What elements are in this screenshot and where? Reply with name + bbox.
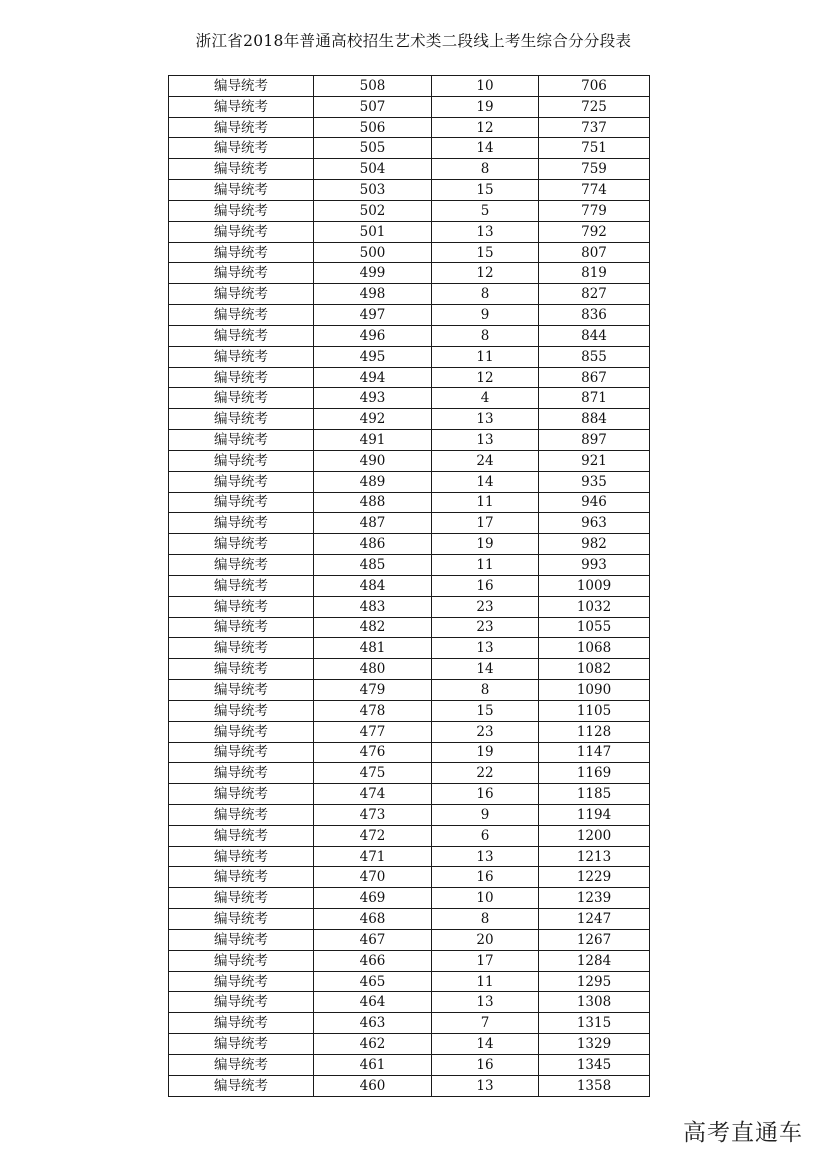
score-cell: 505 — [314, 138, 432, 159]
category-cell: 编导统考 — [169, 138, 314, 159]
count-cell: 17 — [432, 950, 539, 971]
category-cell: 编导统考 — [169, 388, 314, 409]
score-cell: 501 — [314, 221, 432, 242]
count-cell: 6 — [432, 825, 539, 846]
count-cell: 11 — [432, 971, 539, 992]
table-row — [169, 846, 650, 867]
score-cell: 468 — [314, 909, 432, 930]
score-cell: 494 — [314, 367, 432, 388]
category-cell: 编导统考 — [169, 325, 314, 346]
count-cell: 15 — [432, 242, 539, 263]
score-distribution-table — [168, 75, 650, 1097]
category-cell: 编导统考 — [169, 784, 314, 805]
table-row — [169, 971, 650, 992]
count-cell: 16 — [432, 867, 539, 888]
category-cell: 编导统考 — [169, 638, 314, 659]
count-cell: 13 — [432, 221, 539, 242]
category-cell: 编导统考 — [169, 263, 314, 284]
table-row — [169, 784, 650, 805]
cumulative-count-cell: 1308 — [539, 992, 650, 1013]
category-cell: 编导统考 — [169, 846, 314, 867]
category-cell: 编导统考 — [169, 1075, 314, 1096]
score-cell: 507 — [314, 96, 432, 117]
category-cell: 编导统考 — [169, 1013, 314, 1034]
category-cell: 编导统考 — [169, 700, 314, 721]
table-row — [169, 242, 650, 263]
count-cell: 11 — [432, 555, 539, 576]
cumulative-count-cell: 827 — [539, 284, 650, 305]
category-cell: 编导统考 — [169, 721, 314, 742]
score-cell: 467 — [314, 929, 432, 950]
count-cell: 15 — [432, 700, 539, 721]
cumulative-count-cell: 867 — [539, 367, 650, 388]
count-cell: 20 — [432, 929, 539, 950]
score-cell: 495 — [314, 346, 432, 367]
cumulative-count-cell: 1200 — [539, 825, 650, 846]
cumulative-count-cell: 779 — [539, 200, 650, 221]
score-cell: 474 — [314, 784, 432, 805]
table-body — [169, 76, 650, 1097]
score-cell: 462 — [314, 1034, 432, 1055]
category-cell: 编导统考 — [169, 221, 314, 242]
count-cell: 7 — [432, 1013, 539, 1034]
count-cell: 12 — [432, 263, 539, 284]
cumulative-count-cell: 725 — [539, 96, 650, 117]
table-row — [169, 430, 650, 451]
cumulative-count-cell: 1315 — [539, 1013, 650, 1034]
category-cell: 编导统考 — [169, 804, 314, 825]
table-row — [169, 575, 650, 596]
category-cell: 编导统考 — [169, 367, 314, 388]
table-row — [169, 450, 650, 471]
cumulative-count-cell: 836 — [539, 305, 650, 326]
category-cell: 编导统考 — [169, 96, 314, 117]
cumulative-count-cell: 1358 — [539, 1075, 650, 1096]
table-row — [169, 117, 650, 138]
cumulative-count-cell: 963 — [539, 513, 650, 534]
category-cell: 编导统考 — [169, 492, 314, 513]
table-row — [169, 742, 650, 763]
table-row — [169, 825, 650, 846]
count-cell: 8 — [432, 159, 539, 180]
category-cell: 编导统考 — [169, 1034, 314, 1055]
table-row — [169, 617, 650, 638]
table-row — [169, 596, 650, 617]
count-cell: 19 — [432, 534, 539, 555]
count-cell: 13 — [432, 409, 539, 430]
score-cell: 497 — [314, 305, 432, 326]
cumulative-count-cell: 1213 — [539, 846, 650, 867]
count-cell: 13 — [432, 992, 539, 1013]
category-cell: 编导统考 — [169, 555, 314, 576]
cumulative-count-cell: 1247 — [539, 909, 650, 930]
count-cell: 15 — [432, 180, 539, 201]
table-row — [169, 888, 650, 909]
count-cell: 16 — [432, 575, 539, 596]
score-cell: 487 — [314, 513, 432, 534]
category-cell: 编导统考 — [169, 409, 314, 430]
score-cell: 475 — [314, 763, 432, 784]
table-row — [169, 1075, 650, 1096]
cumulative-count-cell: 807 — [539, 242, 650, 263]
count-cell: 14 — [432, 1034, 539, 1055]
category-cell: 编导统考 — [169, 159, 314, 180]
count-cell: 5 — [432, 200, 539, 221]
category-cell: 编导统考 — [169, 76, 314, 97]
cumulative-count-cell: 1090 — [539, 680, 650, 701]
score-cell: 491 — [314, 430, 432, 451]
page-title: 浙江省2018年普通高校招生艺术类二段线上考生综合分分段表 — [195, 32, 632, 50]
cumulative-count-cell: 737 — [539, 117, 650, 138]
table-row — [169, 721, 650, 742]
score-cell: 481 — [314, 638, 432, 659]
count-cell: 23 — [432, 596, 539, 617]
count-cell: 13 — [432, 1075, 539, 1096]
count-cell: 13 — [432, 430, 539, 451]
cumulative-count-cell: 1068 — [539, 638, 650, 659]
cumulative-count-cell: 1329 — [539, 1034, 650, 1055]
category-cell: 编导统考 — [169, 1054, 314, 1075]
category-cell: 编导统考 — [169, 430, 314, 451]
cumulative-count-cell: 1194 — [539, 804, 650, 825]
count-cell: 19 — [432, 742, 539, 763]
table-row — [169, 138, 650, 159]
score-cell: 485 — [314, 555, 432, 576]
cumulative-count-cell: 1055 — [539, 617, 650, 638]
count-cell: 12 — [432, 367, 539, 388]
table-row — [169, 950, 650, 971]
watermark-logo-text: 高考直通车 — [683, 1120, 803, 1146]
score-cell: 482 — [314, 617, 432, 638]
score-cell: 478 — [314, 700, 432, 721]
score-cell: 476 — [314, 742, 432, 763]
count-cell: 11 — [432, 346, 539, 367]
category-cell: 编导统考 — [169, 200, 314, 221]
score-cell: 471 — [314, 846, 432, 867]
table-row — [169, 159, 650, 180]
table-row — [169, 471, 650, 492]
cumulative-count-cell: 884 — [539, 409, 650, 430]
table-row — [169, 534, 650, 555]
category-cell: 编导统考 — [169, 867, 314, 888]
table-row — [169, 200, 650, 221]
score-cell: 461 — [314, 1054, 432, 1075]
cumulative-count-cell: 993 — [539, 555, 650, 576]
category-cell: 编导统考 — [169, 284, 314, 305]
category-cell: 编导统考 — [169, 346, 314, 367]
category-cell: 编导统考 — [169, 680, 314, 701]
category-cell: 编导统考 — [169, 596, 314, 617]
score-cell: 477 — [314, 721, 432, 742]
category-cell: 编导统考 — [169, 825, 314, 846]
table-row — [169, 346, 650, 367]
table-row — [169, 763, 650, 784]
count-cell: 17 — [432, 513, 539, 534]
score-cell: 483 — [314, 596, 432, 617]
score-cell: 473 — [314, 804, 432, 825]
count-cell: 11 — [432, 492, 539, 513]
table-row — [169, 992, 650, 1013]
cumulative-count-cell: 1229 — [539, 867, 650, 888]
score-cell: 493 — [314, 388, 432, 409]
count-cell: 8 — [432, 284, 539, 305]
cumulative-count-cell: 1169 — [539, 763, 650, 784]
score-cell: 470 — [314, 867, 432, 888]
category-cell: 编导统考 — [169, 575, 314, 596]
score-cell: 465 — [314, 971, 432, 992]
cumulative-count-cell: 1032 — [539, 596, 650, 617]
count-cell: 19 — [432, 96, 539, 117]
table-row — [169, 909, 650, 930]
table-row — [169, 929, 650, 950]
score-cell: 504 — [314, 159, 432, 180]
table-row — [169, 659, 650, 680]
table-row — [169, 221, 650, 242]
cumulative-count-cell: 897 — [539, 430, 650, 451]
table-row — [169, 638, 650, 659]
count-cell: 8 — [432, 325, 539, 346]
score-cell: 472 — [314, 825, 432, 846]
category-cell: 编导统考 — [169, 971, 314, 992]
cumulative-count-cell: 1345 — [539, 1054, 650, 1075]
score-cell: 469 — [314, 888, 432, 909]
table-row — [169, 700, 650, 721]
score-cell: 466 — [314, 950, 432, 971]
category-cell: 编导统考 — [169, 450, 314, 471]
category-cell: 编导统考 — [169, 534, 314, 555]
table-row — [169, 680, 650, 701]
category-cell: 编导统考 — [169, 617, 314, 638]
cumulative-count-cell: 921 — [539, 450, 650, 471]
table-row — [169, 1013, 650, 1034]
score-cell: 489 — [314, 471, 432, 492]
count-cell: 13 — [432, 846, 539, 867]
category-cell: 编导统考 — [169, 305, 314, 326]
cumulative-count-cell: 935 — [539, 471, 650, 492]
score-cell: 502 — [314, 200, 432, 221]
count-cell: 14 — [432, 659, 539, 680]
table-row — [169, 867, 650, 888]
score-cell: 488 — [314, 492, 432, 513]
table-row — [169, 263, 650, 284]
cumulative-count-cell: 1147 — [539, 742, 650, 763]
category-cell: 编导统考 — [169, 471, 314, 492]
category-cell: 编导统考 — [169, 742, 314, 763]
count-cell: 13 — [432, 638, 539, 659]
count-cell: 23 — [432, 617, 539, 638]
table-row — [169, 305, 650, 326]
table-row — [169, 96, 650, 117]
cumulative-count-cell: 1009 — [539, 575, 650, 596]
count-cell: 9 — [432, 305, 539, 326]
count-cell: 14 — [432, 471, 539, 492]
cumulative-count-cell: 855 — [539, 346, 650, 367]
score-cell: 479 — [314, 680, 432, 701]
score-cell: 460 — [314, 1075, 432, 1096]
score-cell: 490 — [314, 450, 432, 471]
cumulative-count-cell: 1128 — [539, 721, 650, 742]
score-cell: 506 — [314, 117, 432, 138]
score-cell: 484 — [314, 575, 432, 596]
score-cell: 464 — [314, 992, 432, 1013]
category-cell: 编导统考 — [169, 513, 314, 534]
cumulative-count-cell: 1295 — [539, 971, 650, 992]
category-cell: 编导统考 — [169, 888, 314, 909]
score-cell: 496 — [314, 325, 432, 346]
table-row — [169, 492, 650, 513]
score-cell: 463 — [314, 1013, 432, 1034]
score-cell: 498 — [314, 284, 432, 305]
score-cell: 500 — [314, 242, 432, 263]
category-cell: 编导统考 — [169, 117, 314, 138]
category-cell: 编导统考 — [169, 950, 314, 971]
count-cell: 10 — [432, 888, 539, 909]
count-cell: 10 — [432, 76, 539, 97]
table-row — [169, 180, 650, 201]
cumulative-count-cell: 844 — [539, 325, 650, 346]
score-cell: 486 — [314, 534, 432, 555]
count-cell: 14 — [432, 138, 539, 159]
cumulative-count-cell: 1105 — [539, 700, 650, 721]
table-row — [169, 555, 650, 576]
category-cell: 编导统考 — [169, 242, 314, 263]
score-cell: 503 — [314, 180, 432, 201]
score-cell: 492 — [314, 409, 432, 430]
count-cell: 24 — [432, 450, 539, 471]
table-row — [169, 325, 650, 346]
table-row — [169, 409, 650, 430]
category-cell: 编导统考 — [169, 659, 314, 680]
count-cell: 8 — [432, 680, 539, 701]
cumulative-count-cell: 819 — [539, 263, 650, 284]
cumulative-count-cell: 759 — [539, 159, 650, 180]
count-cell: 9 — [432, 804, 539, 825]
table-row — [169, 388, 650, 409]
table-row — [169, 76, 650, 97]
category-cell: 编导统考 — [169, 763, 314, 784]
table-row — [169, 284, 650, 305]
cumulative-count-cell: 706 — [539, 76, 650, 97]
table-row — [169, 513, 650, 534]
table-row — [169, 1034, 650, 1055]
count-cell: 16 — [432, 1054, 539, 1075]
cumulative-count-cell: 751 — [539, 138, 650, 159]
cumulative-count-cell: 774 — [539, 180, 650, 201]
cumulative-count-cell: 1239 — [539, 888, 650, 909]
category-cell: 编导统考 — [169, 180, 314, 201]
cumulative-count-cell: 982 — [539, 534, 650, 555]
count-cell: 4 — [432, 388, 539, 409]
cumulative-count-cell: 946 — [539, 492, 650, 513]
table-row — [169, 804, 650, 825]
score-cell: 499 — [314, 263, 432, 284]
category-cell: 编导统考 — [169, 992, 314, 1013]
cumulative-count-cell: 1185 — [539, 784, 650, 805]
count-cell: 8 — [432, 909, 539, 930]
table-row — [169, 367, 650, 388]
cumulative-count-cell: 792 — [539, 221, 650, 242]
count-cell: 12 — [432, 117, 539, 138]
count-cell: 16 — [432, 784, 539, 805]
count-cell: 23 — [432, 721, 539, 742]
score-cell: 480 — [314, 659, 432, 680]
category-cell: 编导统考 — [169, 909, 314, 930]
cumulative-count-cell: 871 — [539, 388, 650, 409]
score-cell: 508 — [314, 76, 432, 97]
table-row — [169, 1054, 650, 1075]
cumulative-count-cell: 1284 — [539, 950, 650, 971]
category-cell: 编导统考 — [169, 929, 314, 950]
count-cell: 22 — [432, 763, 539, 784]
cumulative-count-cell: 1082 — [539, 659, 650, 680]
cumulative-count-cell: 1267 — [539, 929, 650, 950]
